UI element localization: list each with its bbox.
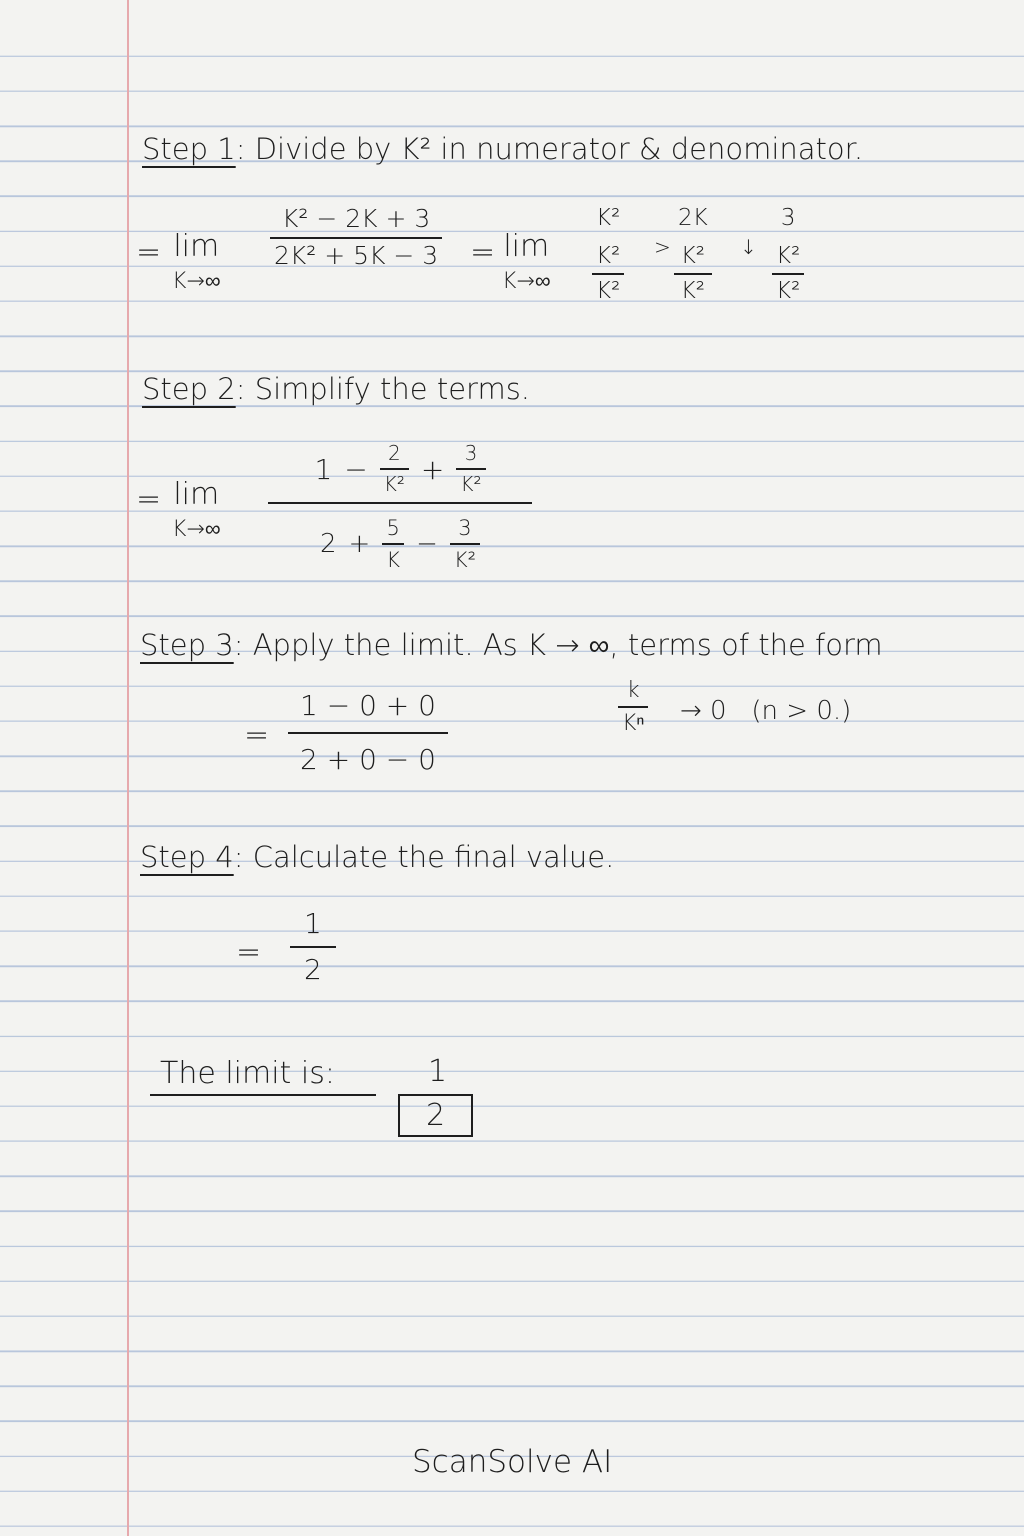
- term2-top: 2K: [678, 205, 708, 231]
- eq1-equals-2: =: [470, 235, 496, 270]
- eq2-numerator: [268, 440, 532, 498]
- eq1-equals: =: [136, 235, 162, 270]
- step-2-text: : Simplify the terms.: [235, 372, 531, 406]
- footer-brand: ScanSolve AI: [412, 1444, 613, 1480]
- eq1-denominator: 2K² + 5K − 3: [274, 240, 439, 270]
- eq2-den-f1-top: 5: [386, 515, 400, 540]
- term3-bot: K²: [776, 277, 801, 304]
- eq2-denominator: [268, 508, 532, 580]
- eq1-numerator: K² − 2K + 3: [281, 204, 431, 233]
- eq1-op2: ↓: [740, 235, 757, 259]
- lim-subscript: K→∞: [172, 269, 221, 294]
- eq3-numerator: 1 − 0 + 0: [300, 689, 436, 722]
- final-label-underline: [150, 1094, 376, 1096]
- step-2-heading: [142, 372, 530, 406]
- eq4-numerator: 1: [304, 907, 322, 940]
- step-3-heading: [140, 628, 883, 663]
- eq2-num-minus: −: [344, 452, 368, 486]
- fraction-bar: [592, 273, 624, 275]
- term2-bot: K²: [680, 277, 706, 304]
- eq4-fraction: [290, 908, 336, 986]
- step-4-heading: [140, 840, 614, 874]
- fraction-bar: [380, 468, 409, 470]
- lim-word: lim: [173, 477, 220, 512]
- step-2-label: Step 2: [142, 372, 236, 406]
- eq3-fraction: [288, 690, 448, 776]
- step-4-text: : Calculate the final value.: [233, 840, 615, 874]
- step-1-label: Step 1: [142, 132, 236, 166]
- eq3-note-bot: Kⁿ: [622, 711, 645, 737]
- lim-subscript: K→∞: [502, 269, 551, 294]
- fraction-bar: [288, 732, 448, 734]
- eq1-op1: >: [654, 235, 671, 259]
- lim-subscript: K→∞: [172, 517, 221, 542]
- eq2-den-plus: +: [348, 529, 371, 559]
- eq2-num-f2-top: 3: [464, 441, 478, 466]
- eq4-denominator: 2: [304, 952, 322, 986]
- eq2-num-f1-bot: K²: [383, 471, 405, 496]
- fraction-bar: [290, 946, 336, 948]
- eq3-note-rest: → 0 (n > 0.): [680, 696, 852, 726]
- step-1-text: : Divide by K² in numerator & denominator.: [235, 132, 864, 166]
- eq2-fraction: [268, 440, 532, 580]
- term3-mid: K²: [776, 243, 801, 270]
- fraction-bar: [450, 543, 480, 545]
- eq2-den-two: 2: [319, 529, 337, 559]
- eq3-equals: =: [244, 718, 270, 753]
- term3-top: 3: [780, 205, 796, 231]
- eq3-note-top: k: [626, 678, 640, 703]
- fraction-bar: [270, 237, 442, 239]
- eq2-num-plus: +: [420, 452, 445, 486]
- fraction-bar: [618, 706, 648, 708]
- final-denominator: 2: [398, 1094, 473, 1137]
- eq2-den-f2-bot: K²: [453, 547, 477, 572]
- term1-mid: K²: [596, 243, 621, 270]
- eq1-lim-2: [502, 230, 551, 295]
- eq2-den-f2-top: 3: [458, 515, 472, 540]
- margin-line: [127, 0, 129, 1536]
- lim-word: lim: [173, 229, 220, 264]
- term1-bot: K²: [596, 277, 621, 304]
- eq2-num-f2-bot: K²: [460, 471, 482, 496]
- fraction-bar: [772, 273, 804, 275]
- eq2-num-f1-top: 2: [387, 441, 401, 466]
- eq1-fraction: [270, 205, 442, 270]
- step-3-label: Step 3: [140, 628, 234, 662]
- eq2-equals: =: [136, 482, 162, 517]
- lim-word: lim: [503, 229, 550, 264]
- step-1-heading: [142, 132, 863, 166]
- eq2-lim: [172, 478, 221, 543]
- eq2-den-minus: −: [416, 529, 438, 559]
- final-numerator: 1: [428, 1054, 448, 1089]
- term2-mid: K²: [680, 243, 706, 270]
- fraction-bar: [382, 543, 404, 545]
- eq4-equals: =: [236, 935, 262, 970]
- step-3-text: : Apply the limit. As K → ∞, terms of the form: [233, 628, 883, 662]
- eq1-term2: [674, 205, 712, 304]
- fraction-bar: [674, 273, 712, 275]
- eq1-lim: [172, 230, 221, 295]
- fraction-bar: [456, 468, 485, 470]
- step-4-label: Step 4: [140, 840, 234, 874]
- eq1-term3: [772, 205, 804, 304]
- eq1-term1: [592, 205, 624, 304]
- eq3-denominator: 2 + 0 − 0: [300, 742, 436, 776]
- term1-top: K²: [596, 205, 621, 231]
- eq2-main-bar: [268, 502, 532, 504]
- eq2-den-f1-bot: K: [386, 547, 401, 572]
- final-answer-box: [398, 1094, 473, 1137]
- eq3-note-fraction: [618, 678, 648, 736]
- eq2-num-one: 1: [314, 452, 333, 486]
- final-label: The limit is:: [160, 1056, 335, 1091]
